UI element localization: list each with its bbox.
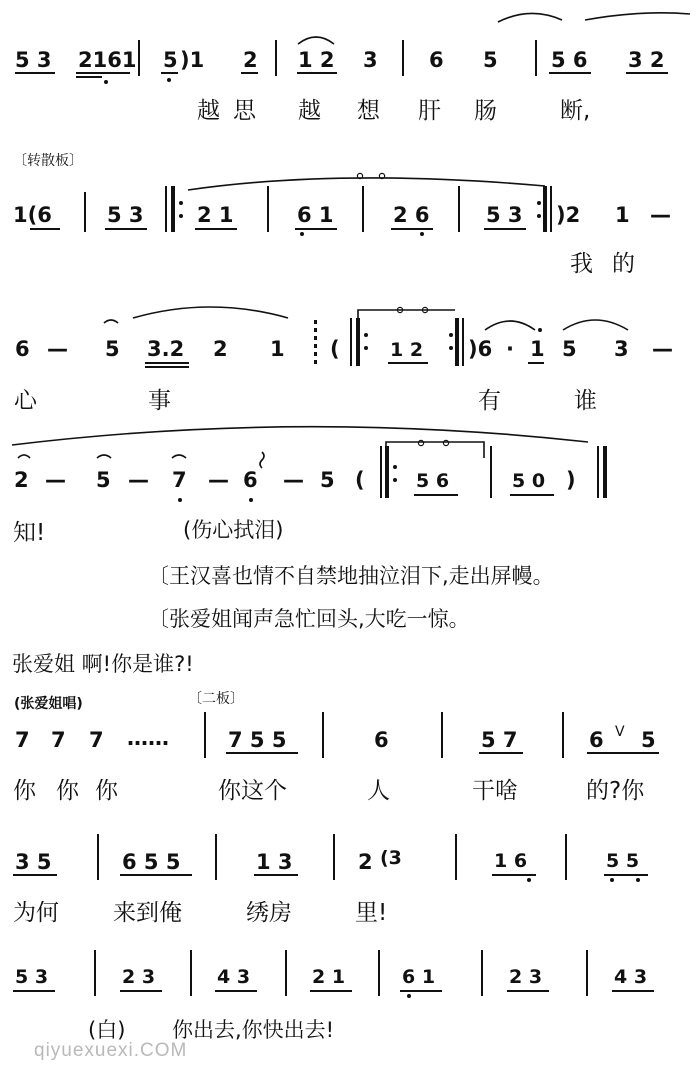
paren-open: ( xyxy=(355,468,365,492)
note: 6 xyxy=(243,468,258,492)
stage-direction: (伤心拭泪) xyxy=(183,518,284,542)
repeat-dot xyxy=(393,478,397,482)
octave-dot xyxy=(178,498,182,502)
note-dash: — xyxy=(128,468,149,492)
barline xyxy=(322,712,324,758)
underline xyxy=(400,990,442,992)
note-group: 4 3 xyxy=(614,966,648,988)
underline xyxy=(13,874,57,876)
lyric: 来到俺 xyxy=(113,900,182,926)
note-group: 3 xyxy=(363,48,378,72)
octave-dot xyxy=(610,878,614,882)
note-group: 6 5 5 xyxy=(122,850,181,874)
repeat-barline xyxy=(171,186,175,232)
slur xyxy=(563,320,628,330)
note-group: 2 1 xyxy=(312,966,346,988)
note-group: 3 5 xyxy=(15,850,52,874)
octave-dot xyxy=(407,994,411,998)
octave-dot xyxy=(538,328,542,332)
barline xyxy=(190,950,192,996)
octave-dot xyxy=(420,232,424,236)
note-group: 5 5 xyxy=(606,850,640,872)
note-group: 2 3 xyxy=(122,966,156,988)
barline xyxy=(94,950,96,996)
octave-dot xyxy=(300,232,304,236)
repeat-barline xyxy=(385,446,389,498)
lyric: 干啥 xyxy=(472,778,518,804)
repeat-dot xyxy=(537,201,541,205)
barline xyxy=(378,950,380,996)
lyric: 的?你 xyxy=(586,778,645,804)
octave-dot xyxy=(527,878,531,882)
repeat-dot xyxy=(537,214,541,218)
note: 6 xyxy=(589,728,604,752)
lyric: 断, xyxy=(560,98,591,124)
underline xyxy=(120,874,192,876)
note: )6 xyxy=(468,337,493,361)
note-group: 2 6 xyxy=(393,203,430,227)
lyric: 肠 xyxy=(474,98,497,124)
underline xyxy=(612,990,654,992)
note: 5 xyxy=(96,468,111,492)
note-group: 1 6 xyxy=(494,850,528,872)
barline xyxy=(165,186,167,232)
barline xyxy=(565,834,567,880)
underline xyxy=(414,494,458,496)
slur xyxy=(298,37,334,44)
repeat-dot xyxy=(449,333,453,337)
underline xyxy=(105,228,147,230)
barline xyxy=(586,950,588,996)
underline xyxy=(145,366,189,368)
barline xyxy=(490,446,492,498)
repeat-dot xyxy=(393,465,397,469)
note: 7 xyxy=(51,728,66,752)
note-group: 5 6 xyxy=(416,470,450,492)
note-group: (3 xyxy=(380,847,402,869)
singer-label: (张爱姐唱) xyxy=(14,696,83,712)
note-group: 3.2 xyxy=(147,337,185,361)
underline xyxy=(215,990,257,992)
lyric: 越 xyxy=(298,98,321,124)
barline xyxy=(285,950,287,996)
underline xyxy=(492,874,536,876)
repeat-dot xyxy=(364,333,368,337)
bracket xyxy=(386,442,484,458)
stage-direction: 〔张爱姐闻声急忙回头,大吃一惊。 xyxy=(148,607,470,631)
lyric: 有 xyxy=(478,388,501,414)
slur xyxy=(133,307,288,318)
underline xyxy=(295,228,337,230)
barline xyxy=(402,40,404,76)
vibrato xyxy=(260,452,264,468)
dotted-barline xyxy=(314,320,317,366)
barline xyxy=(458,186,460,232)
barline xyxy=(550,186,552,232)
barline xyxy=(204,712,206,758)
slur xyxy=(172,455,186,458)
underline xyxy=(391,228,433,230)
note-group: 5 6 xyxy=(551,48,588,72)
note: 6 xyxy=(15,337,30,361)
underline xyxy=(388,362,428,364)
note-group: 5 xyxy=(483,48,498,72)
note-dash: — xyxy=(652,337,673,361)
slur xyxy=(18,455,30,458)
note: 3 xyxy=(614,337,629,361)
barline xyxy=(84,192,86,232)
note-group: 5 xyxy=(163,48,178,72)
note: 7 xyxy=(89,728,104,752)
note: 5 xyxy=(641,728,656,752)
note-dash: — xyxy=(208,468,229,492)
octave-dot xyxy=(636,878,640,882)
repeat-barline xyxy=(543,186,547,232)
note-group: 1 3 xyxy=(256,850,293,874)
note-group: 6 xyxy=(429,48,444,72)
final-barline xyxy=(603,446,607,498)
note-group: 2 3 xyxy=(509,966,543,988)
lyric: 我 xyxy=(570,251,593,277)
bracket xyxy=(358,310,455,328)
note: 5 xyxy=(320,468,335,492)
note-dash: — xyxy=(47,337,68,361)
note-group: 6 1 xyxy=(402,966,436,988)
note-group: 5 7 xyxy=(481,728,518,752)
watermark: qiyuexuexi.COM xyxy=(34,1040,188,1061)
barline xyxy=(267,186,269,232)
note-group: 2161 xyxy=(78,48,137,72)
octave-dot xyxy=(104,80,108,84)
slur xyxy=(498,13,562,22)
repeat-dot xyxy=(449,346,453,350)
barline xyxy=(138,40,140,76)
slur xyxy=(188,178,545,190)
slur xyxy=(485,321,535,330)
lyric: 越 xyxy=(197,98,220,124)
stage-direction: (白) xyxy=(88,1018,126,1042)
underline xyxy=(15,72,55,74)
repeat-dot xyxy=(364,346,368,350)
tempo-mark: 〔转散板〕 xyxy=(13,153,83,169)
lyric: 心 xyxy=(14,388,37,414)
note: 2 xyxy=(358,850,373,874)
underline xyxy=(479,752,523,754)
repeat-barline xyxy=(455,318,459,366)
underline xyxy=(549,72,591,74)
lyric: 为何 xyxy=(13,900,59,926)
underline xyxy=(310,990,352,992)
barline xyxy=(535,40,537,76)
note-group: 5 3 xyxy=(486,203,523,227)
note: 7 xyxy=(172,468,187,492)
underline xyxy=(254,874,298,876)
note-group: )2 xyxy=(556,203,581,227)
octave-dot xyxy=(249,498,253,502)
note: 1 xyxy=(270,337,285,361)
paren-close: ) xyxy=(566,468,576,492)
underline xyxy=(161,72,178,74)
underline xyxy=(510,494,554,496)
underline xyxy=(145,362,189,364)
repeat-barline xyxy=(356,318,360,366)
underline xyxy=(13,990,55,992)
barline xyxy=(215,834,217,880)
note-group: 5 3 xyxy=(15,966,49,988)
underline xyxy=(604,874,648,876)
note: 2 xyxy=(14,468,29,492)
breath-mark: V xyxy=(615,724,625,740)
note-group: 2 xyxy=(243,48,258,72)
paren-open: ( xyxy=(330,337,340,361)
barline xyxy=(333,834,335,880)
underline xyxy=(195,228,237,230)
lyric: 你出去,你快出去! xyxy=(172,1018,335,1042)
note-group: 5 3 xyxy=(15,48,52,72)
note-dash: — xyxy=(650,203,671,227)
note: 2 xyxy=(213,337,228,361)
barline xyxy=(97,834,99,880)
octave-dot xyxy=(167,78,171,82)
lyric: 你这个 xyxy=(218,778,287,804)
underline xyxy=(528,362,544,364)
barline xyxy=(380,446,382,498)
lyric: 人 xyxy=(367,778,390,804)
barline xyxy=(455,834,457,880)
underline xyxy=(76,72,130,74)
barline xyxy=(481,950,483,996)
lyric: 绣房 xyxy=(246,900,292,926)
note: 1 xyxy=(530,337,545,361)
note-dash: — xyxy=(283,468,304,492)
note-group: 5 3 xyxy=(107,203,144,227)
lyric: 的 xyxy=(612,251,635,277)
lyric: 里! xyxy=(355,900,388,926)
underline xyxy=(507,990,549,992)
lyric: 知! xyxy=(13,520,46,546)
barline xyxy=(350,318,352,366)
underline xyxy=(76,76,102,78)
barline xyxy=(441,712,443,758)
speech-line: 张爱姐 啊!你是谁?! xyxy=(12,652,194,676)
barline xyxy=(562,712,564,758)
note: 6 xyxy=(374,728,389,752)
lyric: 你 xyxy=(95,778,118,804)
dot-mark: · xyxy=(506,337,514,361)
underline xyxy=(297,72,337,74)
lyric: 想 xyxy=(357,98,380,124)
barline xyxy=(597,446,599,498)
underline xyxy=(241,72,258,74)
ellipsis: …… xyxy=(127,726,169,750)
note-group: 2 1 xyxy=(197,203,234,227)
note-group: 6 1 xyxy=(297,203,334,227)
underline xyxy=(587,752,659,754)
underline xyxy=(484,228,526,230)
note-group: 1 xyxy=(615,203,630,227)
lyric: 肝 xyxy=(418,98,441,124)
slur xyxy=(104,320,118,323)
lyric: 你 xyxy=(56,778,79,804)
lyric: 思 xyxy=(233,98,256,124)
lyric: 谁 xyxy=(574,388,597,414)
tempo-mark: 〔二板〕 xyxy=(188,691,244,707)
repeat-dot xyxy=(179,214,183,218)
note-dash: — xyxy=(45,468,66,492)
note-group: 3 2 xyxy=(628,48,665,72)
slur xyxy=(12,427,588,445)
stage-direction: 〔王汉喜也情不自禁地抽泣泪下,走出屏幔。 xyxy=(148,564,554,588)
slur xyxy=(585,13,690,20)
note-group: )1 xyxy=(180,48,205,72)
note-group: 7 5 5 xyxy=(228,728,287,752)
underline xyxy=(120,990,162,992)
note-group: 4 3 xyxy=(217,966,251,988)
slur xyxy=(97,455,111,458)
note: 7 xyxy=(15,728,30,752)
note-group: 1 2 xyxy=(390,339,424,361)
circle-mark xyxy=(418,440,423,445)
note: 5 xyxy=(105,337,120,361)
lyric: 事 xyxy=(148,388,171,414)
note-group: 5 0 xyxy=(512,470,546,492)
note-group: 1(6 xyxy=(13,203,52,227)
circle-mark xyxy=(443,440,448,445)
barline xyxy=(362,186,364,232)
note: 5 xyxy=(562,337,577,361)
underline xyxy=(226,752,298,754)
repeat-dot xyxy=(179,201,183,205)
barline xyxy=(462,318,464,366)
barline xyxy=(275,40,277,76)
note-group: 1 2 xyxy=(298,48,335,72)
lyric: 你 xyxy=(13,778,36,804)
underline xyxy=(30,228,60,230)
underline xyxy=(626,72,668,74)
